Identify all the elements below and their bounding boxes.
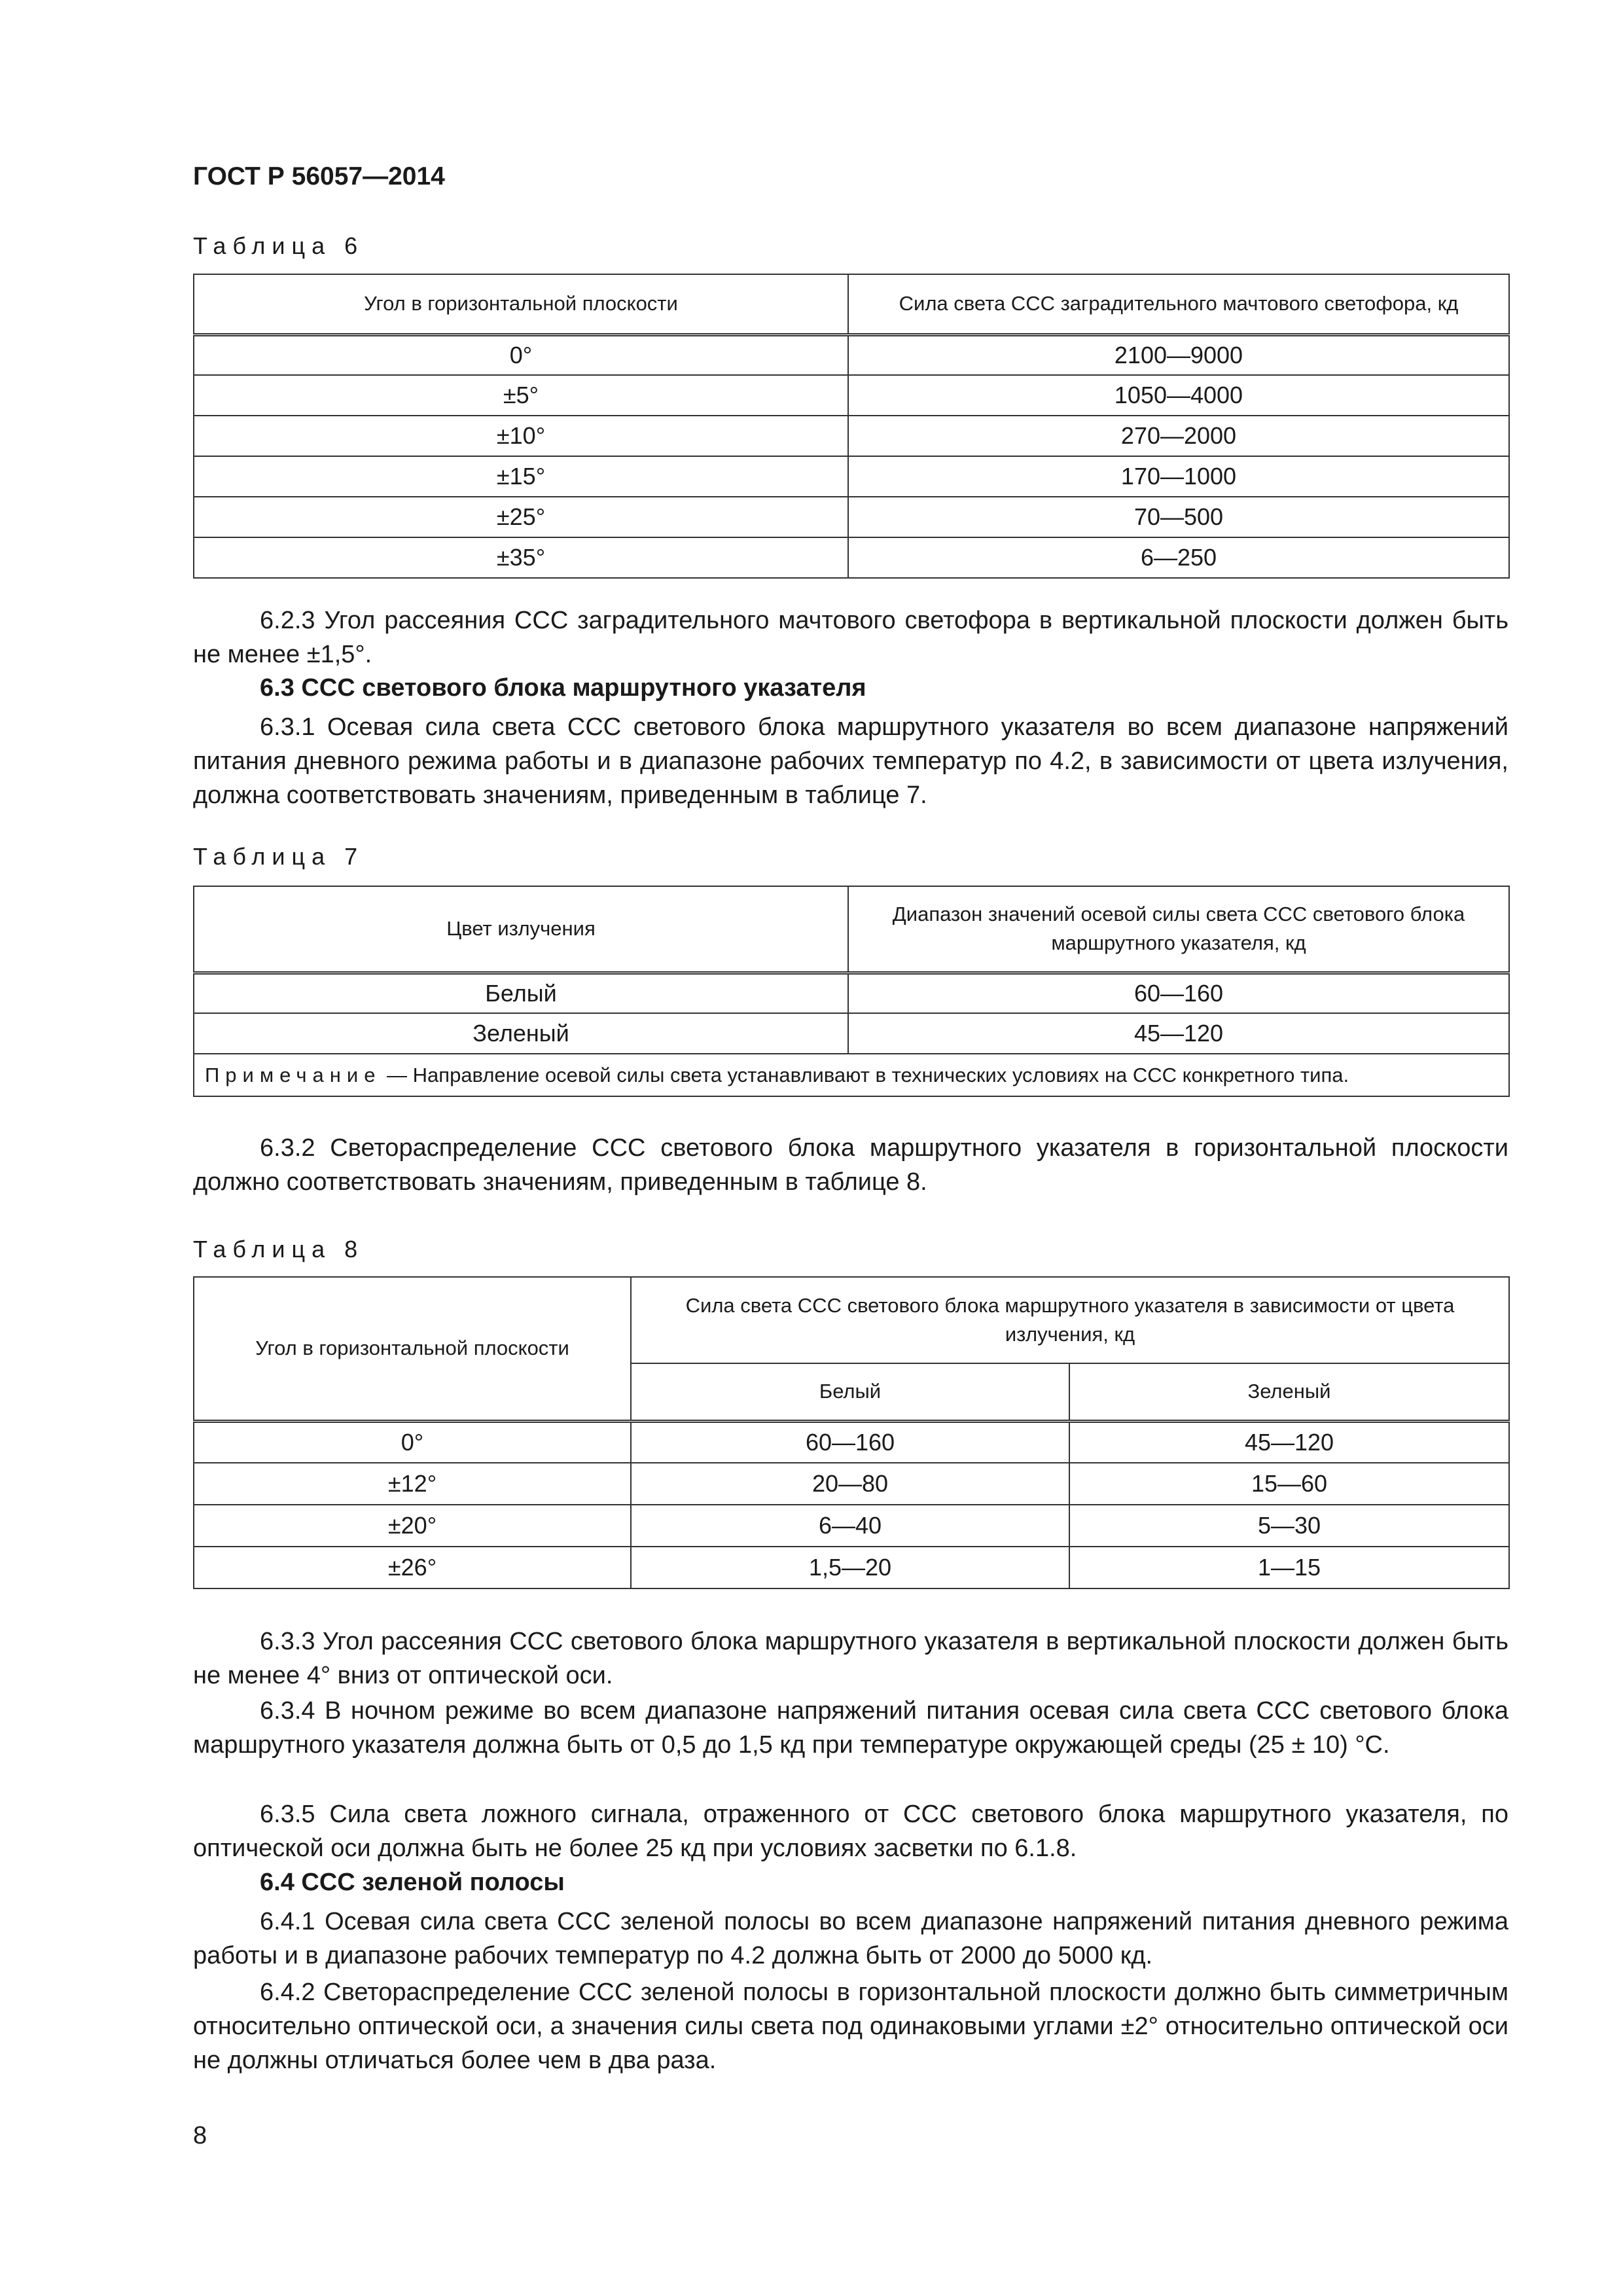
table-header-row <box>194 1277 1509 1363</box>
section-heading-6-4: 6.4 ССС зеленой полосы <box>260 1869 565 1896</box>
paragraph-6-4-1: 6.4.1 Осевая сила света ССС зеленой полосы во всем диапазоне напряжений питания дневного режима работы и в диапазоне рабочих температур по 4.2 должна быть от 2000 до 5000 кд. <box>193 1908 1508 1969</box>
table-cell: 20—80 <box>631 1463 1069 1505</box>
table-cell: ±5° <box>194 375 848 416</box>
paragraph-6-3-1: 6.3.1 Осевая сила света ССС светового блока маршрутного указателя во всем диапазоне напряжений питания дневного режима работы и в диапазоне рабочих температур по 4.2, в зависимости от цвета излучения, должна соответствовать значениям, приведенным в таблице 7. <box>193 713 1508 809</box>
table-cell: 6—40 <box>631 1505 1069 1547</box>
paragraph-6-3-5: 6.3.5 Сила света ложного сигнала, отраженного от ССС светового блока маршрутного указателя, по оптической оси должна быть не более 25 кд при условиях засветки по 6.1.8. <box>193 1801 1508 1862</box>
table-header-cell: Сила света ССС заградительного мачтового светофора, кд <box>848 274 1509 334</box>
table-row <box>194 375 1509 416</box>
table-header-cell: Угол в горизонтальной плоскости <box>194 274 848 334</box>
document-code: ГОСТ Р 56057—2014 <box>193 162 445 190</box>
table-6-label: Таблица 6 <box>193 232 365 259</box>
note-text: — Направление осевой силы света устанавливают в технических условиях на ССС конкретного типа. <box>381 1064 1349 1086</box>
table-row <box>194 456 1509 497</box>
table-row <box>194 416 1509 456</box>
table-header-cell: Угол в горизонтальной плоскости <box>194 1277 631 1421</box>
table-cell: ±10° <box>194 416 848 456</box>
table-header-cell: Цвет излучения <box>194 886 848 973</box>
table-row <box>194 1013 1509 1054</box>
table-cell: ±25° <box>194 497 848 537</box>
table-row <box>194 973 1509 1013</box>
table-note-row <box>194 1054 1509 1096</box>
table-row <box>194 334 1509 375</box>
table-cell: Зеленый <box>194 1013 848 1054</box>
table-8-label: Таблица 8 <box>193 1236 365 1263</box>
table-cell: 2100—9000 <box>848 334 1509 375</box>
section-heading-6-3: 6.3 ССС светового блока маршрутного указателя <box>260 674 866 702</box>
table-row <box>194 1463 1509 1505</box>
table-cell: 6—250 <box>848 537 1509 578</box>
table-cell: 1—15 <box>1069 1547 1509 1588</box>
table-note <box>194 1054 1509 1096</box>
table-cell: ±15° <box>194 456 848 497</box>
table-cell: 1,5—20 <box>631 1547 1069 1588</box>
paragraph-6-3-2: 6.3.2 Светораспределение ССС светового блока маршрутного указателя в горизонтальной плоскости должно соответствовать значениям, приведенным в таблице 8. <box>193 1134 1508 1196</box>
table-header-cell: Белый <box>631 1363 1069 1421</box>
table-row <box>194 1547 1509 1588</box>
table-cell: 45—120 <box>1069 1421 1509 1463</box>
table-header-cell: Зеленый <box>1069 1363 1509 1421</box>
table-cell: ±12° <box>194 1463 631 1505</box>
table-cell: 15—60 <box>1069 1463 1509 1505</box>
table-cell: 5—30 <box>1069 1505 1509 1547</box>
table-row <box>194 1505 1509 1547</box>
table-6 <box>193 274 1510 579</box>
table-7-label: Таблица 7 <box>193 843 365 870</box>
table-cell: 170—1000 <box>848 456 1509 497</box>
table-header-cell: Диапазон значений осевой силы света ССС светового блока маршрутного указателя, кд <box>848 886 1509 973</box>
table-cell: 0° <box>194 1421 631 1463</box>
note-label: Примечание <box>205 1064 382 1086</box>
table-8 <box>193 1276 1510 1589</box>
table-cell: 270—2000 <box>848 416 1509 456</box>
table-cell: 60—160 <box>848 973 1509 1013</box>
table-cell: Белый <box>194 973 848 1013</box>
paragraph-6-4-2: 6.4.2 Светораспределение ССС зеленой полосы в горизонтальной плоскости должно быть симметричным относительно оптической оси, а значения силы света под одинаковыми углами ±2° относительно оптической оси не должны отличаться более чем в два раза. <box>193 1979 1508 2074</box>
table-row <box>194 497 1509 537</box>
paragraph-6-3-4: 6.3.4 В ночном режиме во всем диапазоне напряжений питания осевая сила света ССС светового блока маршрутного указателя должна быть от 0,5 до 1,5 кд при температуре окружающей среды (25 ± 10) °С. <box>193 1697 1508 1759</box>
table-cell: 1050—4000 <box>848 375 1509 416</box>
table-cell: 0° <box>194 334 848 375</box>
table-row <box>194 537 1509 578</box>
page-number: 8 <box>193 2122 207 2149</box>
paragraph-6-3-3: 6.3.3 Угол рассеяния ССС светового блока маршрутного указателя в вертикальной плоскости должен быть не менее 4° вниз от оптической оси. <box>193 1628 1508 1689</box>
table-cell: ±26° <box>194 1547 631 1588</box>
table-cell: ±35° <box>194 537 848 578</box>
table-cell: 70—500 <box>848 497 1509 537</box>
table-header-cell: Сила света ССС светового блока маршрутного указателя в зависимости от цвета излучения, кд <box>631 1277 1509 1363</box>
table-7 <box>193 886 1510 1097</box>
table-header-row <box>194 274 1509 334</box>
table-cell: ±20° <box>194 1505 631 1547</box>
table-cell: 45—120 <box>848 1013 1509 1054</box>
table-row <box>194 1421 1509 1463</box>
table-header-row <box>194 886 1509 973</box>
table-cell: 60—160 <box>631 1421 1069 1463</box>
paragraph-6-2-3: 6.2.3 Угол рассеяния ССС заградительного мачтового светофора в вертикальной плоскости должен быть не менее ±1,5°. <box>193 607 1508 668</box>
